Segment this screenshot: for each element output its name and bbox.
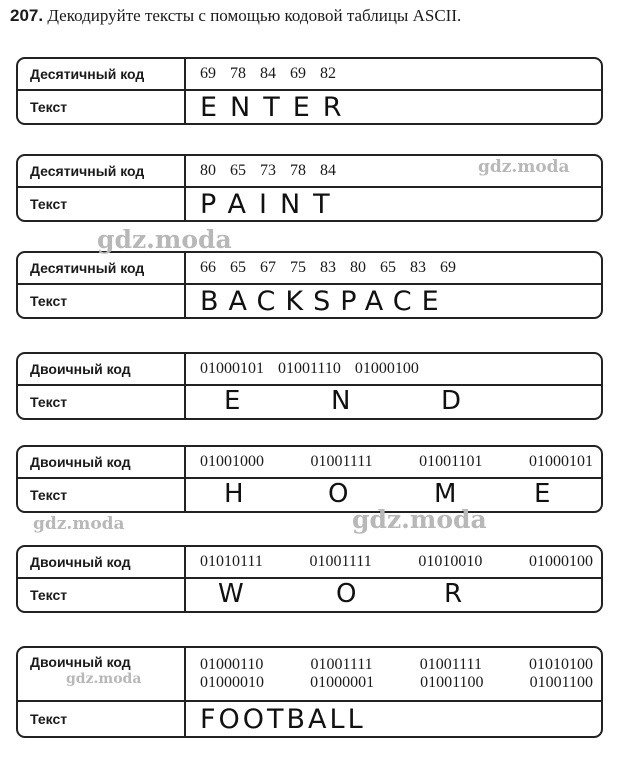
handwritten-answer: ENTER (200, 91, 355, 123)
code: 82 (320, 65, 336, 82)
label-text: Текст (18, 702, 186, 736)
handwritten-letter: R (444, 579, 463, 609)
exercise-text: Декодируйте тексты с помощью кодовой таблицы ASCII. (47, 6, 462, 25)
handwritten-letter: E (224, 386, 241, 416)
code: 01001110 (278, 360, 341, 377)
code: 75 (290, 259, 306, 276)
table-7 (16, 646, 603, 738)
table-1 (16, 57, 603, 125)
code: 69 (200, 65, 216, 82)
label-binary: Двоичный код (18, 648, 186, 700)
code-line (200, 674, 593, 692)
code: 01010010 (418, 553, 483, 570)
handwritten-letter: H (224, 479, 244, 509)
code: 01000010 (200, 674, 264, 691)
handwritten-answer: FOOTBALL (200, 703, 366, 735)
answer-field[interactable] (186, 579, 601, 611)
table-3 (16, 251, 603, 319)
exercise-title (10, 6, 461, 26)
handwritten-letter: O (336, 579, 357, 609)
label-text: Текст (18, 479, 186, 511)
code: 01000110 (200, 656, 264, 673)
code: 65 (380, 259, 396, 276)
exercise-number: 207. (10, 6, 44, 25)
code: 65 (230, 162, 246, 179)
code: 01000100 (529, 553, 593, 570)
code: 69 (290, 65, 306, 82)
code: 01001111 (419, 656, 482, 673)
watermark: gdz.moda (352, 505, 487, 534)
code: 01001100 (529, 674, 593, 691)
code: 80 (200, 162, 216, 179)
handwritten-letter: O (328, 479, 349, 509)
code: 67 (260, 259, 276, 276)
watermark: gdz.moda (66, 671, 142, 687)
code: 01000101 (200, 360, 264, 377)
table-5 (16, 445, 603, 513)
answer-field[interactable] (186, 188, 601, 220)
label-decimal: Десятичный код (18, 156, 186, 186)
code: 01001100 (420, 674, 484, 691)
handwritten-letter: E (534, 479, 551, 509)
code: 84 (260, 65, 276, 82)
code: 01001111 (309, 553, 372, 570)
code: 01010111 (200, 553, 263, 570)
binary-codes (186, 648, 601, 700)
label-text: Текст (18, 285, 186, 317)
answer-field[interactable] (186, 702, 601, 736)
watermark: gdz.moda (33, 514, 125, 534)
handwritten-letter: D (441, 386, 462, 416)
code: 01010100 (528, 656, 593, 673)
code: 73 (260, 162, 276, 179)
code: 65 (230, 259, 246, 276)
label-text: Текст (18, 188, 186, 220)
code: 69 (440, 259, 456, 276)
code: 66 (200, 259, 216, 276)
code: 01001111 (310, 656, 373, 673)
code: 78 (230, 65, 246, 82)
label-decimal: Десятичный код (18, 253, 186, 283)
code: 01001000 (200, 453, 264, 470)
binary-codes (186, 354, 601, 384)
code: 01001101 (419, 453, 483, 470)
answer-field[interactable] (186, 386, 601, 418)
label-text: Текст (18, 579, 186, 611)
decimal-codes (186, 59, 601, 89)
code: 01000001 (310, 674, 375, 691)
label-text: Текст (18, 91, 186, 123)
binary-codes (186, 547, 601, 577)
handwritten-answer: BACKSPACE (200, 285, 449, 317)
code: 83 (320, 259, 336, 276)
label-text: Текст (18, 386, 186, 418)
answer-field[interactable] (186, 285, 601, 317)
answer-field[interactable] (186, 91, 601, 123)
handwritten-answer: PAINT (200, 188, 343, 220)
table-4 (16, 352, 603, 420)
handwritten-letter: W (218, 579, 244, 609)
binary-codes (186, 447, 601, 477)
label-binary: Двоичный код (18, 447, 186, 477)
decimal-codes (186, 253, 601, 283)
code: 80 (350, 259, 366, 276)
code: 01001111 (310, 453, 373, 470)
code: 83 (410, 259, 426, 276)
code: 84 (320, 162, 336, 179)
label-decimal: Десятичный код (18, 59, 186, 89)
code: 01000101 (528, 453, 593, 470)
handwritten-letter: N (331, 386, 351, 416)
watermark: gdz.moda (97, 225, 232, 254)
watermark: gdz.moda (478, 157, 570, 177)
code: 78 (290, 162, 306, 179)
label-binary: Двоичный код (18, 354, 186, 384)
label-binary: Двоичный код (18, 547, 186, 577)
code: 01000100 (354, 360, 419, 377)
code-line (200, 656, 593, 674)
handwritten-letter: M (434, 479, 457, 509)
table-6 (16, 545, 603, 613)
